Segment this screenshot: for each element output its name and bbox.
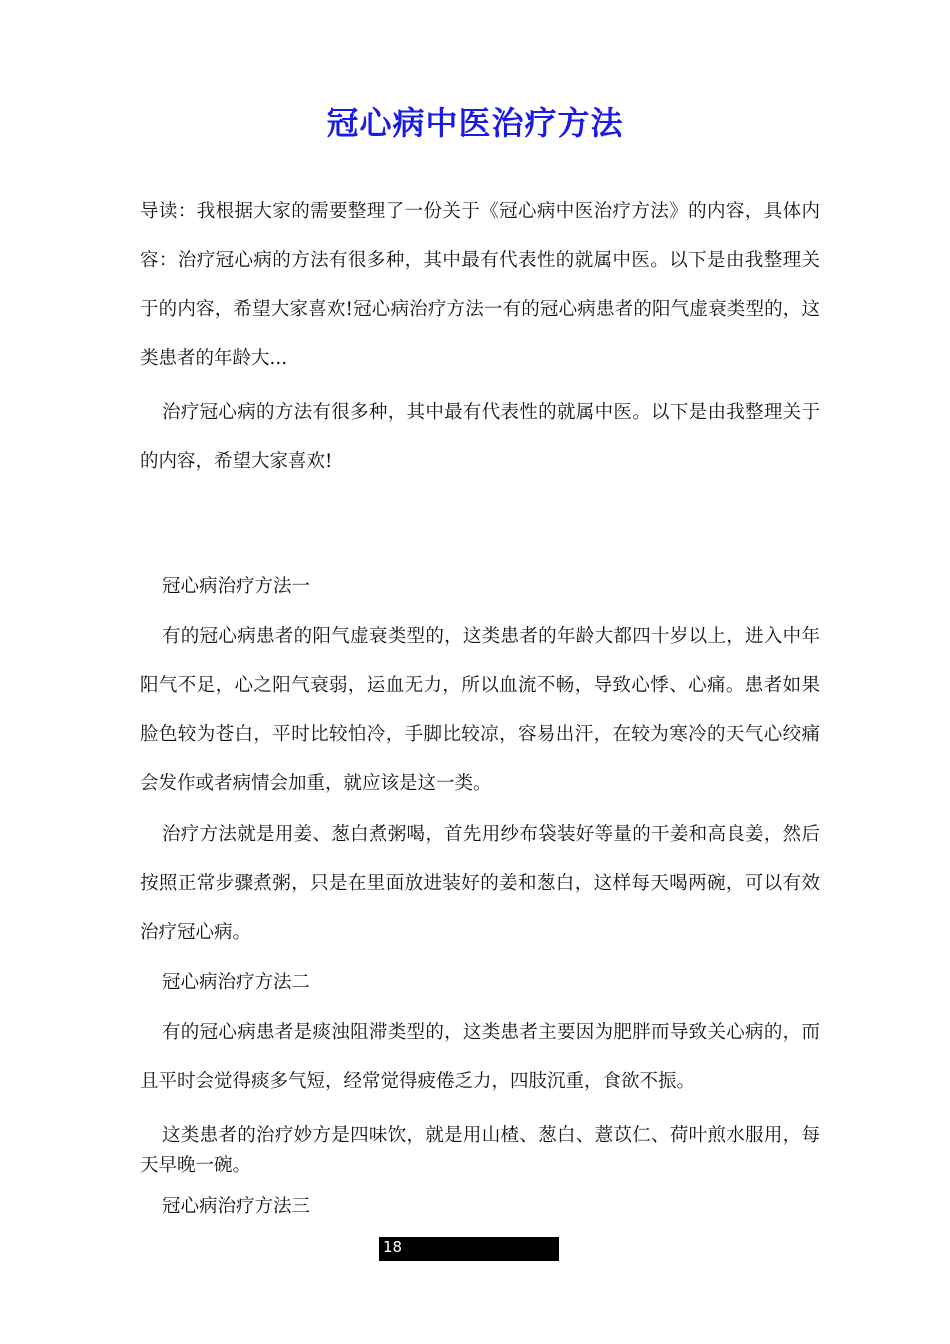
page-footer	[379, 1237, 559, 1261]
intro-paragraph: 导读：我根据大家的需要整理了一份关于《冠心病中医治疗方法》的内容，具体内容：治疗冠心病的方法有很多种，其中最有代表性的就属中医。以下是由我整理关于的内容，希望大家喜欢!冠心病治疗方法一有的冠心病患者的阳气虚衰类型的，这类患者的年龄大...	[140, 201, 820, 369]
section-heading-method-two: 冠心病治疗方法二	[162, 972, 311, 993]
page-number: 18	[383, 1238, 403, 1256]
method-one-description: 有的冠心病患者的阳气虚衰类型的，这类患者的年龄大都四十岁以上，进入中年阳气不足，心之阳气衰弱，运血无力，所以血流不畅，导致心悸、心痛。患者如果脸色较为苍白，平时比较怕冷，手脚比较凉，容易出汗，在较为寒冷的天气心绞痛会发作或者病情会加重，就应该是这一类。	[140, 626, 820, 794]
method-two-description: 有的冠心病患者是痰浊阻滞类型的，这类患者主要因为肥胖而导致关心病的，而且平时会觉得痰多气短，经常觉得疲倦乏力，四肢沉重，食欲不振。	[140, 1022, 820, 1092]
method-two-treatment: 这类患者的治疗妙方是四味饮，就是用山楂、葱白、薏苡仁、荷叶煎水服用，每天早晚一碗。	[140, 1125, 820, 1176]
section-heading-method-one: 冠心病治疗方法一	[162, 576, 311, 597]
summary-paragraph: 治疗冠心病的方法有很多种，其中最有代表性的就属中医。以下是由我整理关于的内容，希望大家喜欢!	[140, 402, 820, 472]
document-title: 冠心病中医治疗方法	[326, 104, 624, 142]
method-one-treatment: 治疗方法就是用姜、葱白煮粥喝，首先用纱布袋装好等量的干姜和高良姜，然后按照正常步骤煮粥，只是在里面放进装好的姜和葱白，这样每天喝两碗，可以有效治疗冠心病。	[140, 824, 820, 943]
section-heading-method-three: 冠心病治疗方法三	[162, 1196, 311, 1217]
